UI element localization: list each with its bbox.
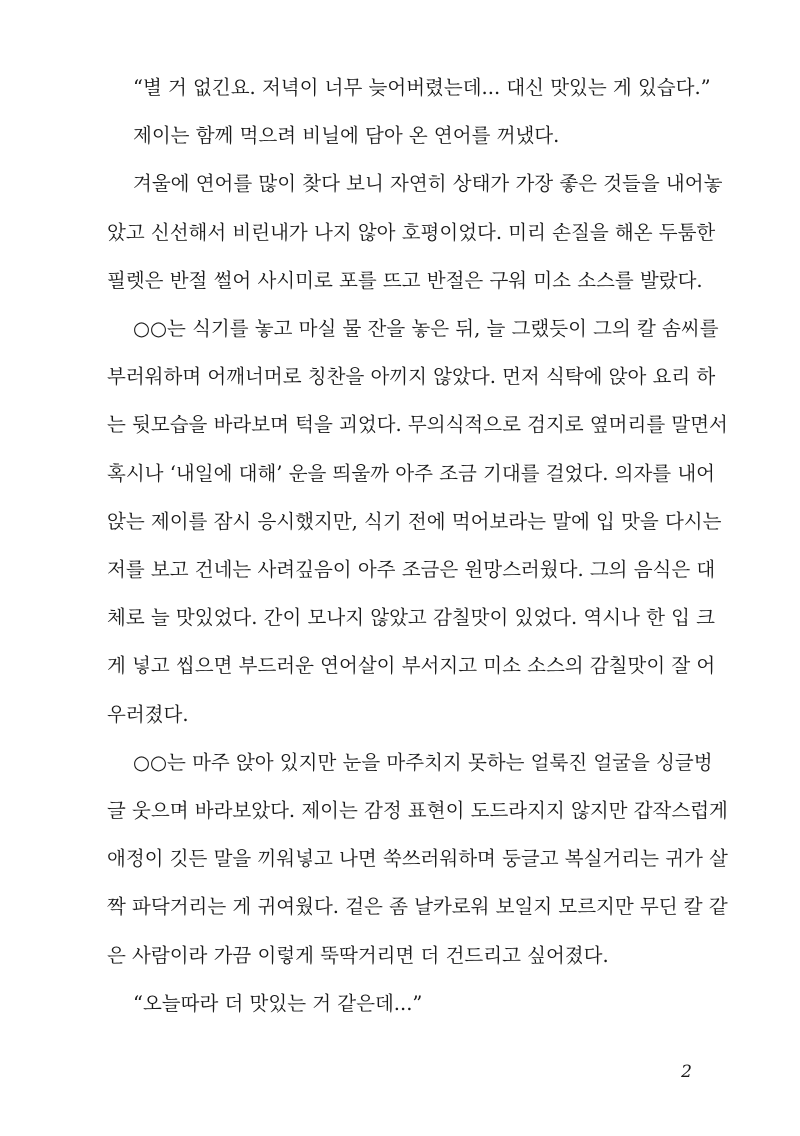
paragraph-line: 우러졌다. [107,702,189,726]
paragraph-line: 저를 보고 건네는 사려깊음이 아주 조금은 원망스러웠다. 그의 음식은 대 [107,558,716,581]
paragraph-line: 겨울에 연어를 많이 찾다 보니 자연히 상태가 가장 좋은 것들을 내어놓 [133,172,723,196]
paragraph-line: 게 넣고 씹으면 부드러운 연어살이 부서지고 미소 소스의 감칠맛이 잘 어 [107,654,716,678]
paragraph-line: ○○는 마주 앉아 있지만 눈을 마주치지 못하는 얼룩진 얼굴을 싱글벙 [133,750,713,774]
paragraph-line: 앉는 제이를 잠시 응시했지만, 식기 전에 먹어보라는 말에 입 맛을 다시는 [107,509,722,533]
dialogue-line: “별 거 없긴요. 저녁이 너무 늦어버렸는데... 대신 맛있는 게 있습다.” [133,76,711,99]
page-number: 2 [681,1062,692,1082]
paragraph-line: 부러워하며 어깨너머로 칭찬을 아끼지 않았다. 먼저 식탁에 앉아 요리 하 [107,365,716,389]
dialogue-line: “오늘따라 더 맛있는 거 같은데...” [133,991,423,1015]
paragraph-line: 았고 신선해서 비린내가 나지 않아 호평이었다. 미리 손질을 해온 두툼한 [107,220,716,244]
paragraph-line: 필렛은 반절 썰어 사시미로 포를 뜨고 반절은 구워 미소 소스를 발랐다. [107,268,703,292]
paragraph-line: 제이는 함께 먹으려 비닐에 담아 온 연어를 꺼냈다. [133,124,560,148]
paragraph-line: ○○는 식기를 놓고 마실 물 잔을 놓은 뒤, 늘 그랬듯이 그의 칼 솜씨를 [133,317,719,340]
paragraph-line: 은 사람이라 가끔 이렇게 뚝딱거리면 더 건드리고 싶어졌다. [107,943,609,967]
paragraph-line: 체로 늘 맛있었다. 간이 모나지 않았고 감칠맛이 있었다. 역시나 한 입 크 [107,606,716,630]
paragraph-line: 글 웃으며 바라보았다. 제이는 감정 표현이 도드라지지 않지만 갑작스럽게 [107,799,728,822]
paragraph-line: 는 뒷모습을 바라보며 턱을 괴었다. 무의식적으로 검지로 옆머리를 말면서 [107,413,728,437]
paragraph-line: 애정이 깃든 말을 끼워넣고 나면 쑥쓰러워하며 둥글고 복실거리는 귀가 살 [107,847,728,871]
paragraph-line: 혹시나 ‘내일에 대해’ 운을 띄울까 아주 조금 기대를 걸었다. 의자를 내어 [107,461,716,485]
paragraph-line: 짝 파닥거리는 게 귀여웠다. 겉은 좀 날카로워 보일지 모르지만 무딘 칼 같 [107,895,728,919]
